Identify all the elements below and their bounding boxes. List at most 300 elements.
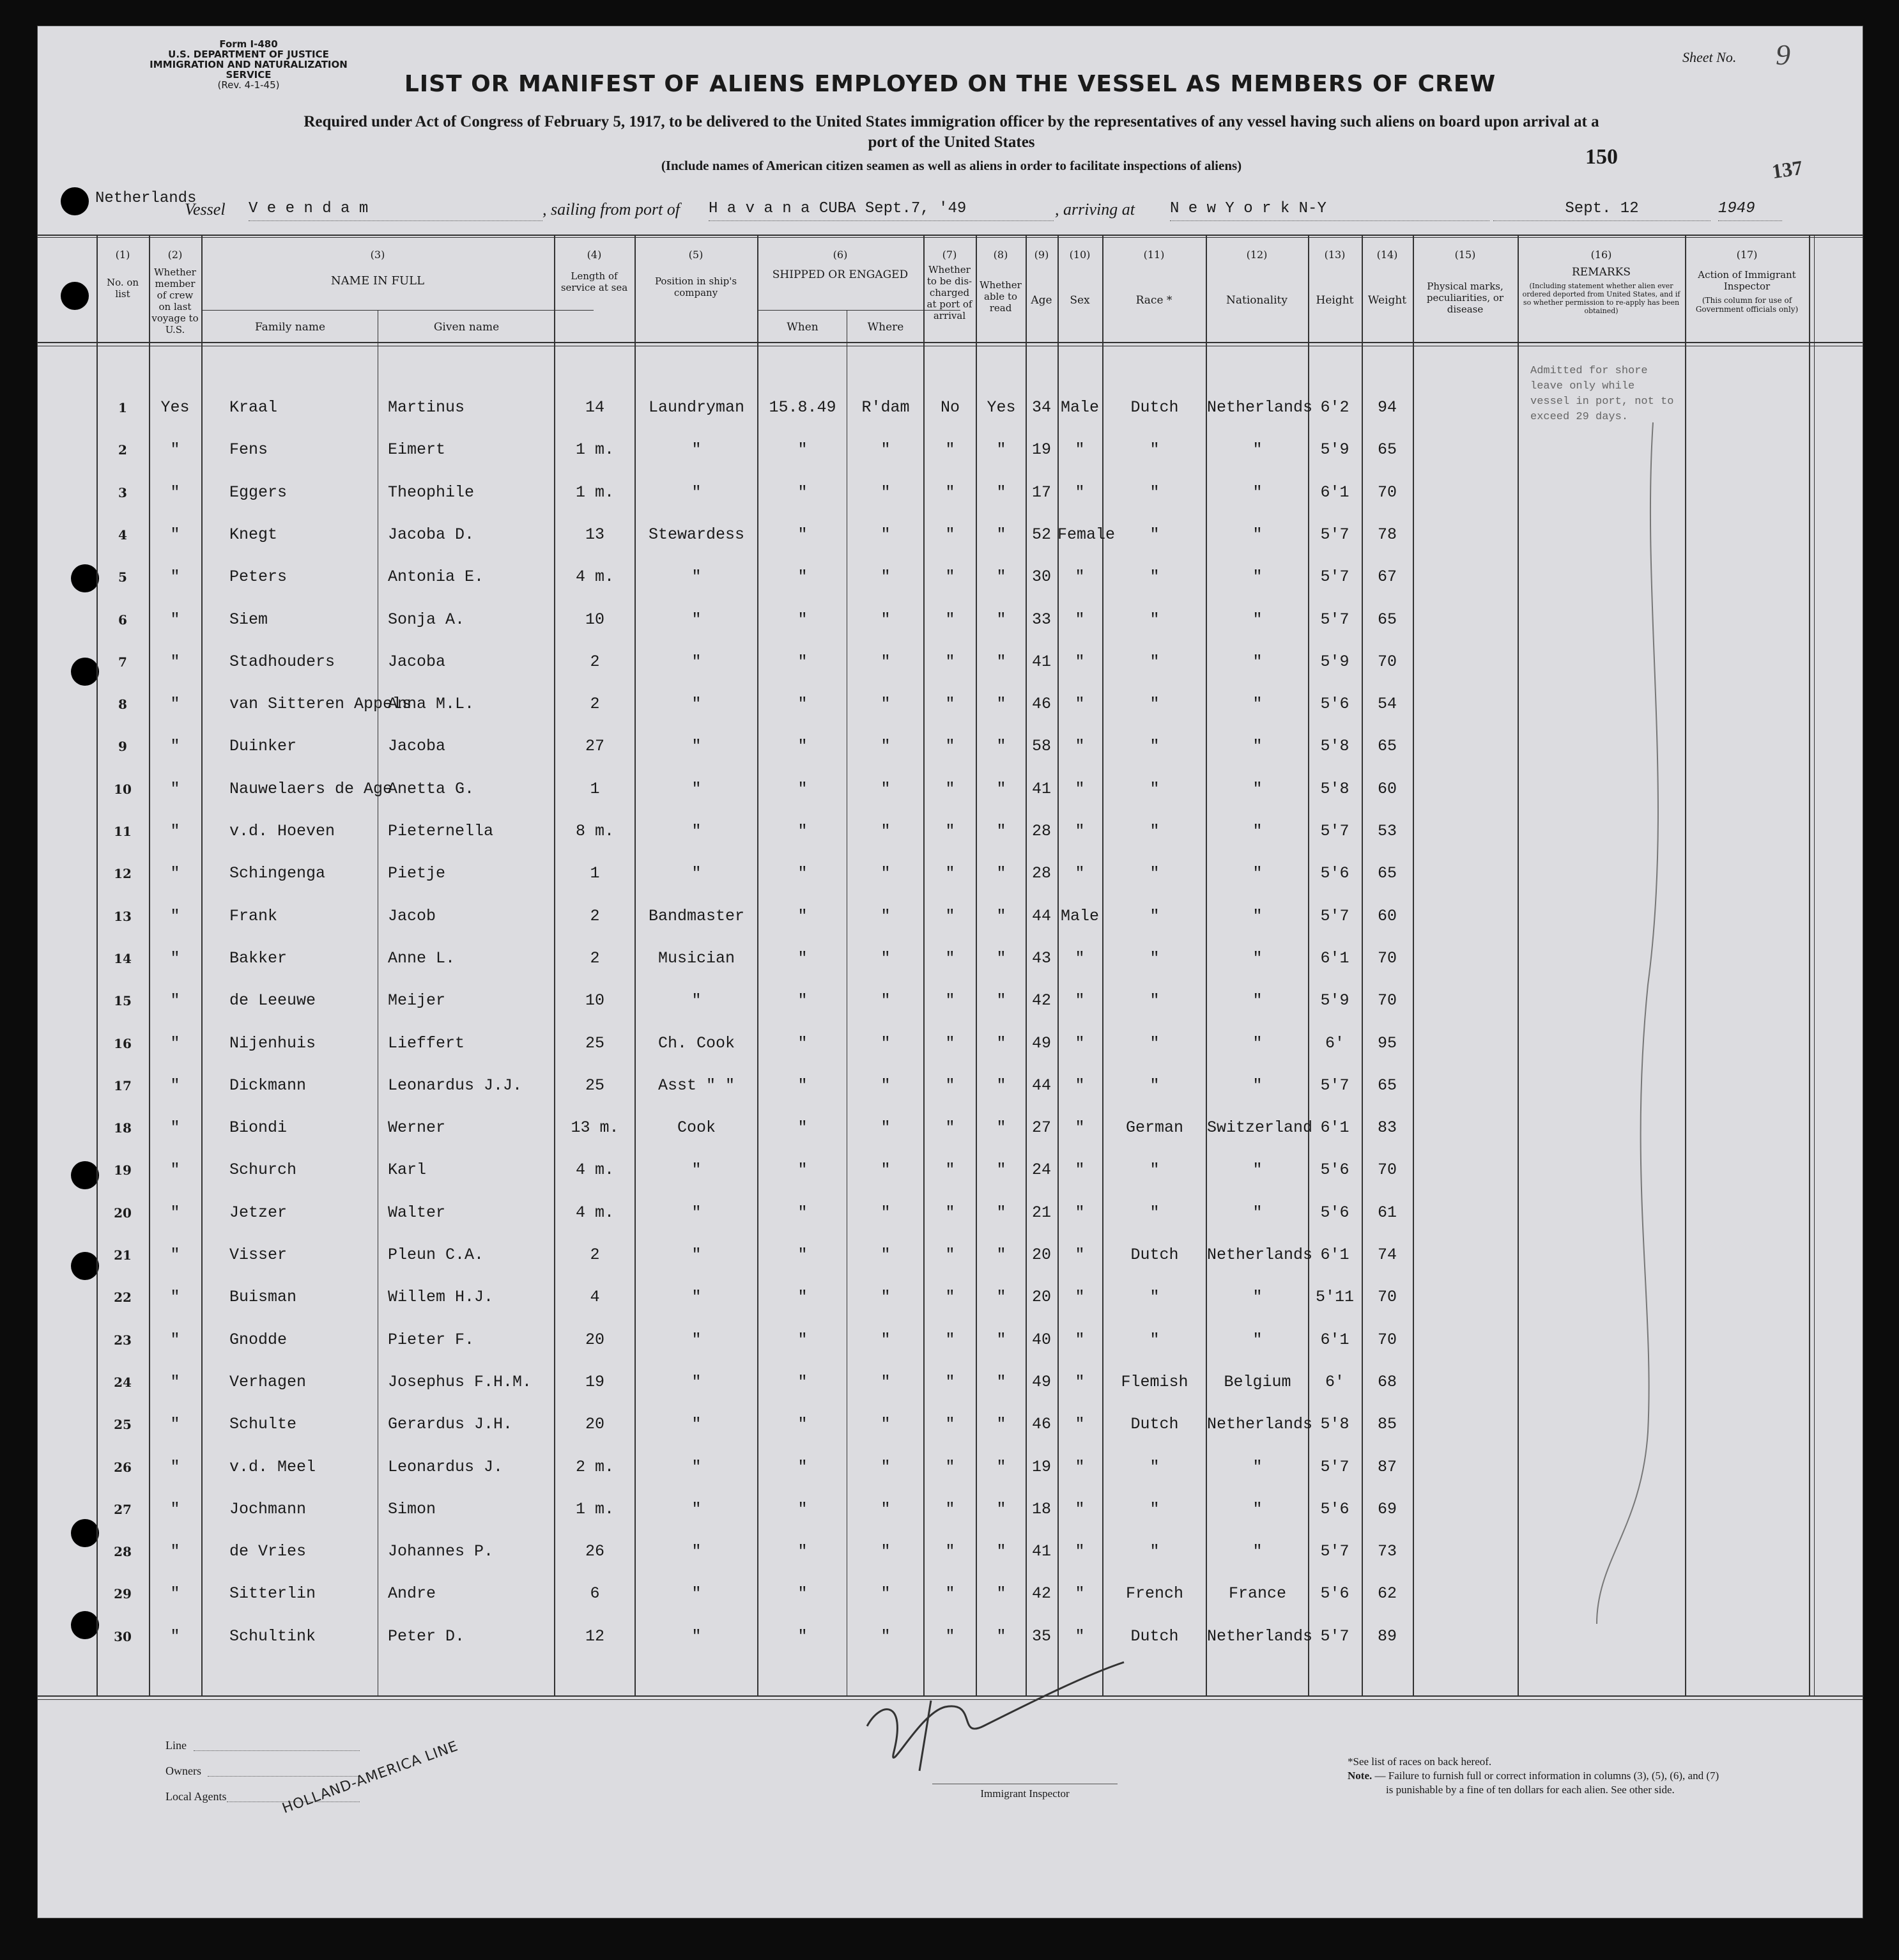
- cell-no: 5: [118, 569, 127, 585]
- cell-nat: ": [1252, 906, 1263, 925]
- cell-race: ": [1149, 1499, 1160, 1518]
- cell-when: ": [797, 822, 808, 840]
- cell-nat: ": [1252, 779, 1263, 798]
- table-row: [38, 1022, 1863, 1065]
- cell-sex: ": [1075, 1584, 1085, 1603]
- cell-sex: ": [1075, 440, 1085, 459]
- cell-disch: ": [945, 567, 955, 587]
- cell-disch: ": [945, 525, 955, 544]
- required-line-2: port of the United States: [868, 134, 1035, 151]
- cell-disch: ": [945, 1288, 955, 1307]
- cell-sex: Female: [1057, 525, 1116, 544]
- cell-given: Sonja A.: [388, 610, 465, 629]
- cell-when: ": [797, 1330, 808, 1349]
- cell-when: ": [797, 1584, 808, 1603]
- cell-sex: ": [1075, 1542, 1085, 1561]
- cell-height: 5'7: [1320, 610, 1349, 629]
- cell-family: Schulte: [229, 1415, 297, 1434]
- cell-family: v.d. Hoeven: [229, 822, 335, 840]
- cell-age: 44: [1031, 906, 1051, 925]
- cell-service: 1: [590, 779, 600, 798]
- cell-given: Simon: [388, 1499, 436, 1518]
- cell-disch: ": [945, 610, 955, 629]
- cell-prev: ": [170, 1033, 180, 1053]
- cell-read: ": [996, 567, 1006, 587]
- cell-where: R'dam: [861, 398, 910, 417]
- cell-when: ": [797, 1161, 808, 1180]
- table-row: [38, 1616, 1863, 1658]
- cell-where: ": [880, 1161, 891, 1180]
- cell-family: Stadhouders: [229, 652, 335, 671]
- cell-weight: 78: [1377, 525, 1397, 544]
- cell-given: Anne L.: [388, 948, 456, 968]
- cell-prev: ": [170, 991, 180, 1010]
- cell-sex: ": [1075, 610, 1085, 629]
- cell-no: 17: [114, 1077, 132, 1093]
- cell-disch: ": [945, 822, 955, 840]
- cell-nat: ": [1252, 567, 1263, 587]
- vessel-label: Vessel: [185, 200, 226, 219]
- cell-sex: Male: [1060, 398, 1099, 417]
- cell-where: ": [880, 948, 891, 968]
- table-row: [38, 1531, 1863, 1573]
- cell-age: 41: [1031, 1542, 1051, 1561]
- cell-position: ": [691, 1330, 702, 1349]
- cell-where: ": [880, 652, 891, 671]
- table-row: [38, 1192, 1863, 1234]
- cell-weight: 53: [1377, 822, 1397, 840]
- cell-nat: ": [1252, 695, 1263, 714]
- cell-race: ": [1149, 1542, 1160, 1561]
- cell-where: ": [880, 1033, 891, 1053]
- cell-read: ": [996, 1246, 1006, 1264]
- table-row: [38, 1446, 1863, 1488]
- cell-family: Nauwelaers de Age: [229, 779, 393, 798]
- cell-position: ": [691, 1457, 702, 1476]
- cell-disch: ": [945, 1542, 955, 1561]
- cell-weight: 62: [1377, 1584, 1397, 1603]
- cell-weight: 89: [1377, 1626, 1397, 1646]
- cell-service: 4 m.: [575, 567, 614, 587]
- cell-no: 23: [114, 1332, 132, 1348]
- cell-where: ": [880, 1288, 891, 1307]
- cell-age: 28: [1031, 822, 1051, 840]
- cell-when: ": [797, 525, 808, 544]
- cell-prev: ": [170, 1542, 180, 1561]
- cell-prev: Yes: [160, 398, 190, 417]
- cell-family: Dickmann: [229, 1076, 307, 1095]
- cell-where: ": [880, 1246, 891, 1264]
- cell-service: 1 m.: [575, 440, 614, 459]
- cell-when: ": [797, 737, 808, 756]
- cell-position: ": [691, 440, 702, 459]
- cell-sex: ": [1075, 991, 1085, 1010]
- col-num: (15): [1454, 249, 1476, 261]
- cell-read: ": [996, 695, 1006, 714]
- cell-no: 6: [118, 612, 127, 628]
- cell-weight: 60: [1377, 779, 1397, 798]
- cell-sex: ": [1075, 1076, 1085, 1095]
- cell-no: 18: [114, 1120, 132, 1136]
- table-row: [38, 429, 1863, 471]
- cell-service: 1 m.: [575, 1499, 614, 1518]
- form-rev: (Rev. 4-1-45): [217, 79, 280, 91]
- cell-height: 5'9: [1320, 652, 1349, 671]
- cell-position: ": [691, 1161, 702, 1180]
- cell-height: 5'7: [1320, 567, 1349, 587]
- cell-position: ": [691, 1542, 702, 1561]
- cell-service: 27: [585, 737, 604, 756]
- cell-given: Anna M.L.: [388, 695, 475, 714]
- col-num: (9): [1034, 249, 1049, 261]
- cell-prev: ": [170, 737, 180, 756]
- cell-disch: ": [945, 1246, 955, 1264]
- cell-given: Pietje: [388, 864, 446, 883]
- table-row: [38, 938, 1863, 980]
- cell-disch: ": [945, 1499, 955, 1518]
- cell-given: Jacoba: [388, 737, 446, 756]
- cell-read: ": [996, 1542, 1006, 1561]
- cell-when: ": [797, 1118, 808, 1138]
- cell-family: Schurch: [229, 1161, 297, 1180]
- cell-height: 5'6: [1320, 1161, 1349, 1180]
- cell-nat: ": [1252, 440, 1263, 459]
- cell-weight: 83: [1377, 1118, 1397, 1138]
- cell-where: ": [880, 440, 891, 459]
- cell-read: ": [996, 1118, 1006, 1138]
- cell-disch: ": [945, 1118, 955, 1138]
- cell-no: 13: [114, 908, 132, 924]
- cell-position: Asst " ": [657, 1076, 735, 1095]
- cell-position: ": [691, 822, 702, 840]
- cell-disch: ": [945, 652, 955, 671]
- cell-sex: ": [1075, 1161, 1085, 1180]
- cell-when: ": [797, 1203, 808, 1222]
- cell-race: ": [1149, 1457, 1160, 1476]
- cell-prev: ": [170, 482, 180, 502]
- cell-race: Flemish: [1121, 1372, 1188, 1391]
- cell-family: Biondi: [229, 1118, 288, 1138]
- cell-read: ": [996, 482, 1006, 502]
- cell-disch: ": [945, 1457, 955, 1476]
- cell-weight: 95: [1377, 1033, 1397, 1053]
- cell-service: 14: [585, 398, 604, 417]
- cell-race: ": [1149, 864, 1160, 883]
- col-num: (16): [1590, 249, 1612, 261]
- cell-race: ": [1149, 1288, 1160, 1307]
- cell-weight: 61: [1377, 1203, 1397, 1222]
- cell-when: ": [797, 440, 808, 459]
- cell-where: ": [880, 991, 891, 1010]
- inspector-label: Immigrant Inspector: [980, 1787, 1070, 1800]
- cell-nat: ": [1252, 1457, 1263, 1476]
- cell-nat: ": [1252, 652, 1263, 671]
- cell-disch: ": [945, 1330, 955, 1349]
- cell-age: 17: [1031, 482, 1051, 502]
- form-number: Form I-480: [219, 38, 278, 50]
- col-num: (3): [370, 249, 385, 261]
- cell-disch: ": [945, 1584, 955, 1603]
- cell-disch: ": [945, 695, 955, 714]
- cell-given: Meijer: [388, 991, 446, 1010]
- cell-weight: 73: [1377, 1542, 1397, 1561]
- cell-sex: ": [1075, 1499, 1085, 1518]
- cell-no: 28: [114, 1544, 132, 1560]
- cell-given: Lieffert: [388, 1033, 465, 1053]
- cell-race: ": [1149, 1203, 1160, 1222]
- cell-where: ": [880, 1203, 891, 1222]
- cell-family: Gnodde: [229, 1330, 288, 1349]
- cell-where: ": [880, 1118, 891, 1138]
- cell-position: ": [691, 695, 702, 714]
- cell-when: ": [797, 610, 808, 629]
- cell-no: 21: [114, 1247, 132, 1263]
- footer-owners-label: Owners: [165, 1764, 201, 1777]
- header-remarks: REMARKS: [1571, 266, 1631, 279]
- cell-height: 6': [1325, 1372, 1344, 1391]
- cell-disch: ": [945, 991, 955, 1010]
- cell-service: 19: [585, 1372, 604, 1391]
- cell-height: 5'7: [1320, 1457, 1349, 1476]
- cell-age: 24: [1031, 1161, 1051, 1180]
- cell-given: Josephus F.H.M.: [388, 1372, 532, 1391]
- cell-read: ": [996, 1584, 1006, 1603]
- cell-nat: ": [1252, 1330, 1263, 1349]
- cell-age: 42: [1031, 991, 1051, 1010]
- cell-when: ": [797, 1372, 808, 1391]
- cell-age: 27: [1031, 1118, 1051, 1138]
- cell-prev: ": [170, 1584, 180, 1603]
- cell-height: 5'11: [1315, 1288, 1354, 1307]
- cell-weight: 68: [1377, 1372, 1397, 1391]
- cell-height: 5'8: [1320, 737, 1349, 756]
- table-row: [38, 895, 1863, 938]
- header-shipped: SHIPPED OR ENGAGED: [772, 268, 909, 281]
- sheet-number: 9: [1776, 38, 1790, 71]
- header-age: Age: [1031, 294, 1052, 307]
- cell-no: 30: [114, 1628, 132, 1644]
- flag-nationality: Netherlands: [95, 190, 197, 207]
- cell-race: ": [1149, 1033, 1160, 1053]
- cell-when: ": [797, 1033, 808, 1053]
- col-num: (7): [942, 249, 957, 261]
- cell-family: Fens: [229, 440, 268, 459]
- manifest-sheet: [37, 26, 1863, 1918]
- cell-no: 27: [114, 1501, 132, 1517]
- cell-nat: ": [1252, 1161, 1263, 1180]
- cell-no: 10: [114, 781, 132, 797]
- cell-sex: ": [1075, 1457, 1085, 1476]
- header-length-service: Length of service at sea: [560, 270, 628, 293]
- cell-where: ": [880, 1415, 891, 1434]
- arriving-label: , arriving at: [1055, 200, 1135, 219]
- cell-read: ": [996, 652, 1006, 671]
- header-when: When: [787, 321, 819, 334]
- cell-height: 6'2: [1320, 398, 1349, 417]
- cell-race: ": [1149, 525, 1160, 544]
- cell-read: ": [996, 1288, 1006, 1307]
- table-row: [38, 641, 1863, 683]
- cell-race: ": [1149, 1161, 1160, 1180]
- cell-family: van Sitteren Appels: [229, 695, 412, 714]
- cell-service: 2: [590, 695, 600, 714]
- cell-where: ": [880, 1457, 891, 1476]
- cell-height: 5'7: [1320, 1076, 1349, 1095]
- cell-service: 2: [590, 1246, 600, 1264]
- cell-age: 46: [1031, 1415, 1051, 1434]
- holland-america-stamp: HOLLAND-AMERICA LINE: [280, 1738, 461, 1817]
- cell-no: 9: [118, 739, 127, 755]
- table-row: [38, 1403, 1863, 1446]
- cell-read: ": [996, 779, 1006, 798]
- cell-prev: ": [170, 695, 180, 714]
- cell-prev: ": [170, 1372, 180, 1391]
- cell-family: Schingenga: [229, 864, 326, 883]
- cell-no: 3: [118, 484, 127, 500]
- cell-prev: ": [170, 1457, 180, 1476]
- cell-nat: ": [1252, 737, 1263, 756]
- cell-given: Theophile: [388, 482, 475, 502]
- cell-sex: ": [1075, 737, 1085, 756]
- cell-nat: Netherlands: [1207, 1626, 1313, 1646]
- cell-prev: ": [170, 1076, 180, 1095]
- sailing-label: , sailing from port of: [542, 200, 680, 219]
- cell-prev: ": [170, 1288, 180, 1307]
- form-service: IMMIGRATION AND NATURALIZATION SERVICE: [150, 59, 348, 81]
- header-race: Race *: [1135, 294, 1172, 307]
- cell-age: 20: [1031, 1288, 1051, 1307]
- cell-read: Yes: [987, 398, 1016, 417]
- cell-service: 13 m.: [571, 1118, 619, 1138]
- cell-age: 58: [1031, 737, 1051, 756]
- cell-age: 33: [1031, 610, 1051, 629]
- cell-disch: ": [945, 1626, 955, 1646]
- cell-sex: ": [1075, 1288, 1085, 1307]
- cell-family: Eggers: [229, 482, 288, 502]
- cell-height: 6': [1325, 1033, 1344, 1053]
- cell-nat: ": [1252, 1499, 1263, 1518]
- cell-when: ": [797, 991, 808, 1010]
- table-row: [38, 1319, 1863, 1361]
- col-num: (10): [1069, 249, 1091, 261]
- col-num: (6): [833, 249, 848, 261]
- cell-prev: ": [170, 1415, 180, 1434]
- cell-family: de Leeuwe: [229, 991, 316, 1010]
- cell-weight: 70: [1377, 1161, 1397, 1180]
- cell-given: Pieternella: [388, 822, 494, 840]
- cell-service: 26: [585, 1542, 604, 1561]
- cell-no: 12: [114, 866, 132, 882]
- cell-family: Peters: [229, 567, 288, 587]
- col-num: (1): [115, 249, 130, 261]
- cell-when: 15.8.49: [769, 398, 836, 417]
- header-family-name: Family name: [254, 321, 326, 334]
- cell-no: 1: [118, 400, 127, 415]
- header-weight: Weight: [1367, 294, 1407, 307]
- cell-position: Laundryman: [648, 398, 745, 417]
- cell-position: ": [691, 1203, 702, 1222]
- cell-position: ": [691, 482, 702, 502]
- cell-family: de Vries: [229, 1542, 307, 1561]
- cell-height: 5'6: [1320, 864, 1349, 883]
- cell-age: 35: [1031, 1626, 1051, 1646]
- header-sex: Sex: [1070, 294, 1090, 307]
- cell-service: 25: [585, 1033, 604, 1053]
- cell-nat: ": [1252, 482, 1263, 502]
- cell-read: ": [996, 610, 1006, 629]
- cell-where: ": [880, 1626, 891, 1646]
- cell-read: ": [996, 1415, 1006, 1434]
- cell-height: 5'7: [1320, 1542, 1349, 1561]
- cell-height: 5'6: [1320, 1499, 1349, 1518]
- cell-service: 6: [590, 1584, 600, 1603]
- cell-prev: ": [170, 1626, 180, 1646]
- cell-position: ": [691, 864, 702, 883]
- cell-weight: 60: [1377, 906, 1397, 925]
- cell-weight: 69: [1377, 1499, 1397, 1518]
- cell-read: ": [996, 1330, 1006, 1349]
- cell-service: 13: [585, 525, 604, 544]
- cell-prev: ": [170, 1203, 180, 1222]
- cell-when: ": [797, 1415, 808, 1434]
- header-action-sub: (This column for use of Government officials only): [1695, 296, 1799, 314]
- cell-height: 6'1: [1320, 1330, 1349, 1349]
- cell-service: 4 m.: [575, 1203, 614, 1222]
- cell-no: 29: [114, 1586, 132, 1602]
- cell-race: French: [1125, 1584, 1183, 1603]
- cell-family: Nijenhuis: [229, 1033, 316, 1053]
- cell-race: ": [1149, 822, 1160, 840]
- cell-age: 30: [1031, 567, 1051, 587]
- cell-position: ": [691, 1626, 702, 1646]
- cell-position: ": [691, 610, 702, 629]
- cell-when: ": [797, 567, 808, 587]
- cell-race: ": [1149, 567, 1160, 587]
- cell-prev: ": [170, 906, 180, 925]
- cell-when: ": [797, 779, 808, 798]
- cell-sex: ": [1075, 822, 1085, 840]
- port-from: H a v a n a CUBA Sept.7, '49: [709, 200, 1054, 221]
- cell-service: 1: [590, 864, 600, 883]
- header-discharged: Whether to be dis-charged at port of arrival: [926, 264, 973, 321]
- cell-family: Verhagen: [229, 1372, 307, 1391]
- cell-when: ": [797, 1246, 808, 1264]
- cell-height: 5'6: [1320, 1203, 1349, 1222]
- table-row: [38, 1234, 1863, 1276]
- cell-no: 11: [114, 824, 132, 839]
- cell-where: ": [880, 1330, 891, 1349]
- cell-weight: 65: [1377, 864, 1397, 883]
- cell-where: ": [880, 525, 891, 544]
- cell-weight: 65: [1377, 610, 1397, 629]
- cell-given: Jacoba D.: [388, 525, 475, 544]
- cell-position: ": [691, 1288, 702, 1307]
- cell-service: 20: [585, 1415, 604, 1434]
- cell-given: Gerardus J.H.: [388, 1415, 513, 1434]
- cell-nat: ": [1252, 1288, 1263, 1307]
- table-row: [38, 1065, 1863, 1107]
- cell-age: 34: [1031, 398, 1051, 417]
- cell-service: 2: [590, 948, 600, 968]
- cell-disch: ": [945, 779, 955, 798]
- cell-disch: ": [945, 864, 955, 883]
- cell-where: ": [880, 482, 891, 502]
- cell-position: Cook: [677, 1118, 716, 1138]
- cell-no: 4: [118, 527, 127, 543]
- cell-disch: ": [945, 1415, 955, 1434]
- cell-read: ": [996, 991, 1006, 1010]
- cell-when: ": [797, 1457, 808, 1476]
